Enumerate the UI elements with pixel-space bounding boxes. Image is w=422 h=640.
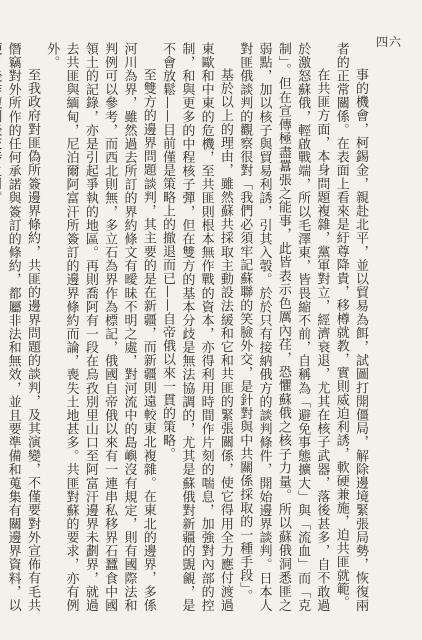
paragraph-5: 至我政府對匪偽所簽邊界條約，共匪的邊界問題的談判，及其演變，不僅要對外宣佈有毛共僭竊對外所作的任何承諾與簽訂的條約，都屬非法和無效，並且要準備和蒐集有關邊界資料，以 (5, 42, 40, 612)
paragraph-4: 至雙方的邊界問題談判，其主要的是在新疆，而新疆則遠較東北複雜。在東北的邊界，多係河川為界，雖然過去所訂的界約條文有曖昧不明之處，對河流中的島嶼沒有規定，則有國際法和判例可以參考，而西北則無，多立石為界作為標記，俄國自帝俄以來有一連串私移界石蠶食中國領土的記錄，亦是引起爭執的地區。再則喬阿有一段在烏孜別里山口至阿富汗邊界未劃界，就過去共匪與緬甸，尼泊爾阿富汗所簽訂的邊界條約而論，喪失土地甚多。共匪對蘇的要求，亦有例外。 (44, 42, 156, 612)
paragraph-2: 在共匪方面，本身問題複雜，黨軍對立，經濟衰退，尤其在核子武器，落後甚多，自不敢過於激怒蘇俄，輕啟戰端，所以毛澤東，皆畏縮不前，自稱為「避免事態擴大」與「流血」而「克制」。但在宣傳極盡囂張之能事，此皆表示色厲內荏，恐懼蘇俄之核子力量。所以蘇俄洞悉匪之弱點，加以核子與貿易利誘，引其入彀。於於只有接納俄方的談判條件，開始邊界談判。日本人對匪俄談判的觀察很對「我們必須牢記蘇聯的笑臉外交，是針對與中共關係採取的一種手段」。 (237, 42, 330, 612)
body-text (5, 42, 370, 612)
page-number: 四六 (375, 35, 402, 49)
paragraph-3: 基於以上的理由，雖然蘇共採取主動設法緩和它和共匪的緊張關係，使它得用全力應付渡過東歐和中東的危機，至共匪則根本無作戰的資本，亦得利用時間作片刻的喘息，加強對內部的控制，和與更多的中程核子彈，但在雙方的基本分歧是無法協調的，尤其是蘇俄對新疆的覬覦，是不會放鬆——目前僅是策略上的撤退而已——自帝俄以來一貫的策略。 (160, 42, 233, 612)
paragraph-1: 事的機會，柯錫金，親赴北平，並以貿易為餌，試圖打開僵局，解除邊境緊張局勢，恢復兩者的正常關係。在表面上看來是紆尊降貴，移樽就教，實則威迫利誘，軟硬兼施，迫共匪就範。 (333, 42, 368, 612)
